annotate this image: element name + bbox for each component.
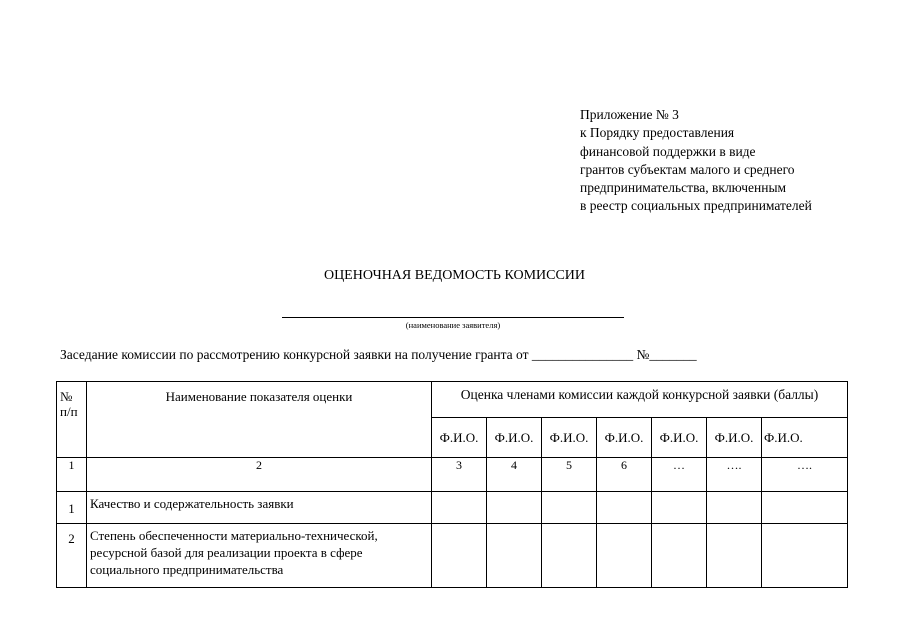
- index-cell: 4: [487, 458, 542, 492]
- score-cell: [487, 524, 542, 588]
- fio-cell: Ф.И.О.: [542, 418, 597, 458]
- score-cell: [707, 524, 762, 588]
- row-number: 2: [57, 524, 87, 588]
- score-cell: [707, 492, 762, 524]
- fio-cell: Ф.И.О.: [432, 418, 487, 458]
- index-cell: 3: [432, 458, 487, 492]
- evaluation-table: [56, 381, 848, 588]
- session-line: Заседание комиссии по рассмотрению конкурсной заявки на получение гранта от _______________ №_______: [60, 347, 697, 362]
- fio-cell: Ф.И.О.: [707, 418, 762, 458]
- row-criterion: [87, 524, 432, 588]
- applicant-caption: (наименование заявителя): [405, 320, 501, 330]
- score-cell: [597, 492, 652, 524]
- score-cell: [652, 524, 707, 588]
- index-cell: …: [652, 458, 707, 492]
- criterion-line: Качество и содержательность заявки: [90, 496, 294, 511]
- fio-cell: Ф.И.О.: [487, 418, 542, 458]
- appendix-line: в реестр социальных предпринимателей: [580, 198, 812, 214]
- criterion-line: ресурсной базой для реализации проекта в сфере: [90, 545, 363, 560]
- criterion-line: Степень обеспеченности материально-технической,: [90, 528, 378, 543]
- table-row: [57, 492, 848, 524]
- index-cell: 6: [597, 458, 652, 492]
- score-cell: [652, 492, 707, 524]
- header-eval-cell: Оценка членами комиссии каждой конкурсной заявки (баллы): [432, 382, 848, 418]
- table-index-row: [57, 458, 848, 492]
- document-title: ОЦЕНОЧНАЯ ВЕДОМОСТЬ КОМИССИИ: [323, 268, 586, 283]
- appendix-line: к Порядку предоставления: [580, 125, 735, 141]
- fio-cell: Ф.И.О.: [652, 418, 707, 458]
- score-cell: [542, 524, 597, 588]
- fio-cell: Ф.И.О.: [762, 418, 848, 458]
- score-cell: [762, 492, 848, 524]
- applicant-name-line: [282, 317, 624, 318]
- appendix-block: [580, 106, 812, 216]
- header-pp-label: п/п: [60, 404, 78, 419]
- fio-cell: Ф.И.О.: [597, 418, 652, 458]
- header-num-cell: [57, 382, 87, 458]
- appendix-line: финансовой поддержки в виде: [580, 143, 756, 159]
- header-name-cell: Наименование показателя оценки: [87, 382, 432, 458]
- index-cell: 2: [87, 458, 432, 492]
- appendix-line: грантов субъектам малого и среднего: [580, 161, 795, 177]
- index-cell: 5: [542, 458, 597, 492]
- score-cell: [762, 524, 848, 588]
- score-cell: [487, 492, 542, 524]
- score-cell: [432, 524, 487, 588]
- index-cell: 1: [57, 458, 87, 492]
- table-row: [57, 524, 848, 588]
- score-cell: [542, 492, 597, 524]
- criterion-line: социального предпринимательства: [90, 562, 284, 577]
- document-title-block: [0, 268, 905, 284]
- row-criterion: [87, 492, 432, 524]
- table-header-row: [57, 382, 848, 418]
- score-cell: [432, 492, 487, 524]
- score-cell: [597, 524, 652, 588]
- index-cell: ….: [707, 458, 762, 492]
- header-num-label: №: [60, 389, 73, 404]
- row-number: 1: [57, 492, 87, 524]
- appendix-line: предпринимательства, включенным: [580, 180, 787, 196]
- index-cell: ….: [762, 458, 848, 492]
- appendix-line: Приложение № 3: [580, 107, 679, 122]
